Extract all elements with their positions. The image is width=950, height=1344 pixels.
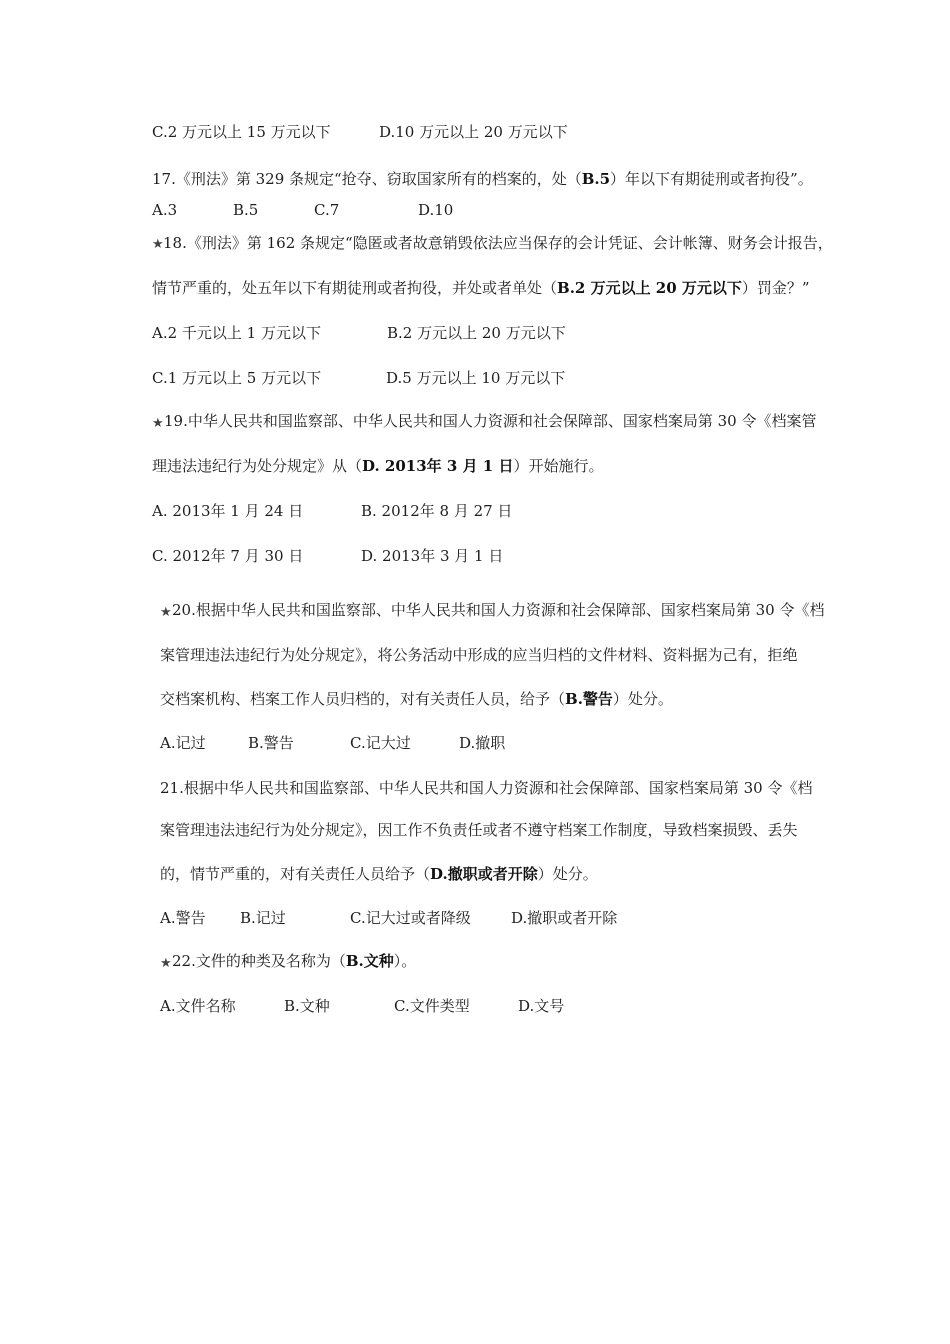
answer: B.2 万元以上 20 万元以下 xyxy=(557,279,742,297)
question-21-line-2: 案管理违法违纪行为处分规定》，因工作不负责任或者不遵守档案工作制度，导致档案损毁、丢失 xyxy=(160,821,798,839)
q21-options xyxy=(160,908,760,928)
answer: D. 2013年 3 月 1 日 xyxy=(362,457,514,475)
question-21-line-1: 21.根据中华人民共和国监察部、中华人民共和国人力资源和社会保障部、国家档案局第 30 令《档 xyxy=(160,779,813,797)
option-a: A.记过 xyxy=(160,734,206,752)
option-b: B.文种 xyxy=(284,997,330,1015)
q19-options-row-2 xyxy=(152,546,752,566)
answer: B.5 xyxy=(581,170,611,188)
option-b: B.2 万元以上 20 万元以下 xyxy=(387,324,566,342)
option-c: C.7 xyxy=(314,201,340,219)
answer: B.文种 xyxy=(345,952,394,970)
option-c: C.2 万元以上 15 万元以下 xyxy=(152,123,331,141)
question-text-end: ）罚金？” xyxy=(741,279,810,297)
star-icon: ★ xyxy=(160,605,172,620)
question-19-line-2 xyxy=(152,456,603,476)
option-c: C.1 万元以上 5 万元以下 xyxy=(152,369,322,387)
question-text: 17.《刑法》第 329 条规定“抢夺、窃取国家所有的档案的，处（ xyxy=(152,170,582,188)
option-a: A.2 千元以上 1 万元以下 xyxy=(152,324,321,342)
question-text: 理违法违纪行为处分规定》从（ xyxy=(152,457,363,475)
question-21-line-3 xyxy=(160,864,598,884)
option-a: A.文件名称 xyxy=(160,997,236,1015)
q18-options-row-1 xyxy=(152,323,752,343)
star-icon: ★ xyxy=(152,416,164,431)
question-20-line-2: 案管理违法违纪行为处分规定》，将公务活动中形成的应当归档的文件材料、资料据为己有，拒绝 xyxy=(160,646,798,664)
option-b: B.警告 xyxy=(248,734,294,752)
option-d: D.5 万元以上 10 万元以下 xyxy=(386,369,566,387)
option-d: D.撤职或者开除 xyxy=(511,909,618,927)
question-text: 情节严重的，处五年以下有期徒刑或者拘役，并处或者单处（ xyxy=(152,279,558,297)
option-a: A.警告 xyxy=(160,909,206,927)
question-text: 的，情节严重的，对有关责任人员给予（ xyxy=(160,865,431,883)
question-18-line-1: 18.《刑法》第 162 条规定“隐匿或者故意销毁依法应当保存的会计凭证、会计帐簿、财务会计报告， xyxy=(163,234,833,252)
q22-options xyxy=(160,996,660,1016)
option-d: D. 2013年 3 月 1 日 xyxy=(361,547,504,565)
option-d: D.撤职 xyxy=(459,734,506,752)
answer: B.警告 xyxy=(565,690,613,708)
q20-options xyxy=(160,733,660,753)
option-b: B. 2012年 8 月 27 日 xyxy=(361,502,513,520)
option-d: D.10 xyxy=(418,201,454,219)
question-22 xyxy=(172,951,416,971)
answer: D.撤职或者开除 xyxy=(430,865,538,883)
question-text-end: ）。 xyxy=(393,952,417,970)
option-c: C.记大过或者降级 xyxy=(350,909,471,927)
q16-options xyxy=(152,122,752,142)
option-d: D.文号 xyxy=(518,997,565,1015)
option-d: D.10 万元以上 20 万元以下 xyxy=(379,123,568,141)
question-text-end: ）开始施行。 xyxy=(513,457,604,475)
option-c: C. 2012年 7 月 30 日 xyxy=(152,547,304,565)
option-c: C.记大过 xyxy=(350,734,411,752)
question-text: 22.文件的种类及名称为（ xyxy=(172,952,346,970)
question-text-end: ）年以下有期徒刑或者拘役”。 xyxy=(610,170,813,188)
option-a: A. 2013年 1 月 24 日 xyxy=(152,502,304,520)
question-text-end: ）处分。 xyxy=(612,690,673,708)
q19-options-row-1 xyxy=(152,501,752,521)
question-17 xyxy=(152,169,813,189)
option-c: C.文件类型 xyxy=(394,997,470,1015)
q18-options-row-2 xyxy=(152,368,752,388)
q17-options xyxy=(152,200,552,220)
question-20-line-3 xyxy=(160,689,673,709)
star-icon: ★ xyxy=(152,237,164,252)
question-19-line-1: 19.中华人民共和国监察部、中华人民共和国人力资源和社会保障部、国家档案局第 30 令《档案管 xyxy=(164,412,817,430)
option-a: A.3 xyxy=(152,201,178,219)
question-text: 交档案机构、档案工作人员归档的，对有关责任人员，给予（ xyxy=(160,690,566,708)
question-20-line-1: 20.根据中华人民共和国监察部、中华人民共和国人力资源和社会保障部、国家档案局第 30 令《档 xyxy=(172,601,825,619)
question-text-end: ）处分。 xyxy=(537,865,598,883)
option-b: B.5 xyxy=(233,201,259,219)
star-icon: ★ xyxy=(160,956,172,971)
option-b: B.记过 xyxy=(240,909,286,927)
question-18-line-2 xyxy=(152,278,810,298)
